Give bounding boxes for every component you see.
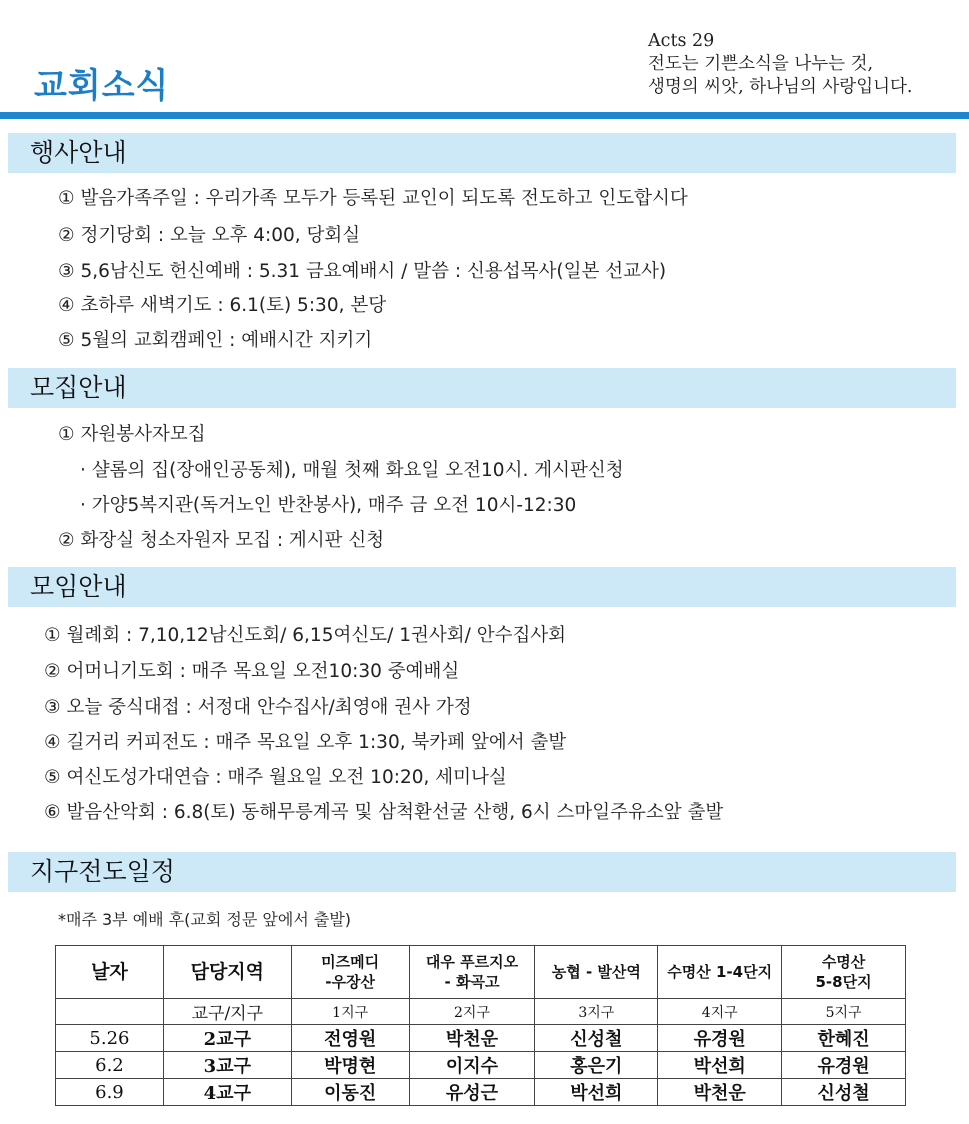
section-header-events xyxy=(8,133,956,173)
table-row xyxy=(56,1079,906,1106)
meeting-item: ③ 오늘 중식대접 : 서정대 안수집사/최영애 권사 가정 xyxy=(44,697,472,718)
table-row xyxy=(56,1025,906,1052)
header-district-5 xyxy=(782,946,906,999)
section-header-meetings xyxy=(8,567,956,607)
header-district-5-line2: 5-8단지 xyxy=(815,973,872,991)
meeting-item: ⑥ 발음산악회 : 6.8(토) 동해무릉계곡 및 삼척환선굴 산행, 6시 스마일주유소앞 출발 xyxy=(44,802,724,823)
scripture-verse xyxy=(648,30,968,99)
recruit-item: ② 화장실 청소자원자 모집 : 게시판 신청 xyxy=(58,530,385,551)
district-schedule-table xyxy=(55,945,906,1106)
event-item: ② 정기당회 : 오늘 오후 4:00, 당회실 xyxy=(58,225,361,246)
meeting-item: ② 어머니기도회 : 매주 목요일 오전10:30 중예배실 xyxy=(44,661,460,682)
page-title: 교회소식 xyxy=(34,66,170,106)
row-name: 박천운 xyxy=(409,1025,535,1052)
row-name: 한혜진 xyxy=(782,1025,906,1052)
row-parish: 3교구 xyxy=(163,1052,291,1079)
header-district-2-line1: 대우 푸르지오 xyxy=(425,953,519,971)
row-name: 전영원 xyxy=(291,1025,409,1052)
row-name: 박명현 xyxy=(291,1052,409,1079)
section-title-meetings: 모임안내 xyxy=(30,572,127,601)
meeting-item: ① 월례회 : 7,10,12남신도회/ 6,15여신도/ 1권사회/ 안수집사회 xyxy=(44,625,567,646)
subheader-cell: 1지구 xyxy=(291,999,409,1025)
verse-line-1: 전도는 기쁜소식을 나누는 것, xyxy=(648,54,874,74)
header-area: 담당지역 xyxy=(163,946,291,999)
header-district-1-line1: 미즈메디 xyxy=(321,953,380,971)
section-title-events: 행사안내 xyxy=(30,138,127,167)
row-name: 유경원 xyxy=(782,1052,906,1079)
header-district-4: 수명산 1-4단지 xyxy=(658,946,782,999)
row-name: 박선희 xyxy=(658,1052,782,1079)
header-district-2-line2: - 화곡고 xyxy=(444,973,500,991)
row-name: 유성근 xyxy=(409,1079,535,1106)
table-row xyxy=(56,1052,906,1079)
event-item: ① 발음가족주일 : 우리가족 모두가 등록된 교인이 되도록 전도하고 인도합시다 xyxy=(58,188,688,209)
row-parish: 4교구 xyxy=(163,1079,291,1106)
row-parish: 2교구 xyxy=(163,1025,291,1052)
verse-reference: Acts 29 xyxy=(648,31,715,51)
row-date: 6.2 xyxy=(56,1052,164,1079)
header-date: 날자 xyxy=(56,946,164,999)
recruit-subitem: · 가양5복지관(독거노인 반찬봉사), 매주 금 오전 10시-12:30 xyxy=(80,495,577,516)
meeting-item: ⑤ 여신도성가대연습 : 매주 월요일 오전 10:20, 세미나실 xyxy=(44,767,507,788)
row-name: 박선희 xyxy=(535,1079,658,1106)
header-district-3: 농협 - 발산역 xyxy=(535,946,658,999)
table-subheader-row xyxy=(56,999,906,1025)
table-header-row xyxy=(56,946,906,999)
row-name: 이동진 xyxy=(291,1079,409,1106)
subheader-empty xyxy=(56,999,164,1025)
row-name: 이지수 xyxy=(409,1052,535,1079)
verse-line-2: 생명의 씨앗, 하나님의 사랑입니다. xyxy=(648,77,913,97)
subheader-cell: 5지구 xyxy=(782,999,906,1025)
section-header-district xyxy=(8,852,956,892)
subheader-cell: 3지구 xyxy=(535,999,658,1025)
header-district-1 xyxy=(291,946,409,999)
schedule-note: *매주 3부 예배 후(교회 정문 앞에서 출발) xyxy=(58,910,352,929)
row-date: 6.9 xyxy=(56,1079,164,1106)
row-name: 박천운 xyxy=(658,1079,782,1106)
subheader-cell: 4지구 xyxy=(658,999,782,1025)
recruit-subitem: · 샬롬의 집(장애인공동체), 매월 첫째 화요일 오전10시. 게시판신청 xyxy=(80,460,624,481)
row-name: 신성철 xyxy=(535,1025,658,1052)
section-title-recruit: 모집안내 xyxy=(30,373,127,402)
subheader-cell: 교구/지구 xyxy=(163,999,291,1025)
meeting-item: ④ 길거리 커피전도 : 매주 목요일 오후 1:30, 북카페 앞에서 출발 xyxy=(44,732,567,753)
section-title-district: 지구전도일정 xyxy=(30,857,175,886)
event-item: ⑤ 5월의 교회캠페인 : 예배시간 지키기 xyxy=(58,330,373,351)
row-name: 유경원 xyxy=(658,1025,782,1052)
section-header-recruit xyxy=(8,368,956,408)
header-divider xyxy=(0,112,969,119)
subheader-cell: 2지구 xyxy=(409,999,535,1025)
header-district-1-line2: -우장산 xyxy=(325,973,375,991)
recruit-item: ① 자원봉사자모집 xyxy=(58,424,206,445)
event-item: ④ 초하루 새벽기도 : 6.1(토) 5:30, 본당 xyxy=(58,295,387,316)
row-name: 홍은기 xyxy=(535,1052,658,1079)
row-date: 5.26 xyxy=(56,1025,164,1052)
event-item: ③ 5,6남신도 헌신예배 : 5.31 금요예배시 / 말씀 : 신용섭목사(일본 선교사) xyxy=(58,261,667,282)
header-district-2 xyxy=(409,946,535,999)
row-name: 신성철 xyxy=(782,1079,906,1106)
header-district-5-line1: 수명산 xyxy=(821,953,866,971)
